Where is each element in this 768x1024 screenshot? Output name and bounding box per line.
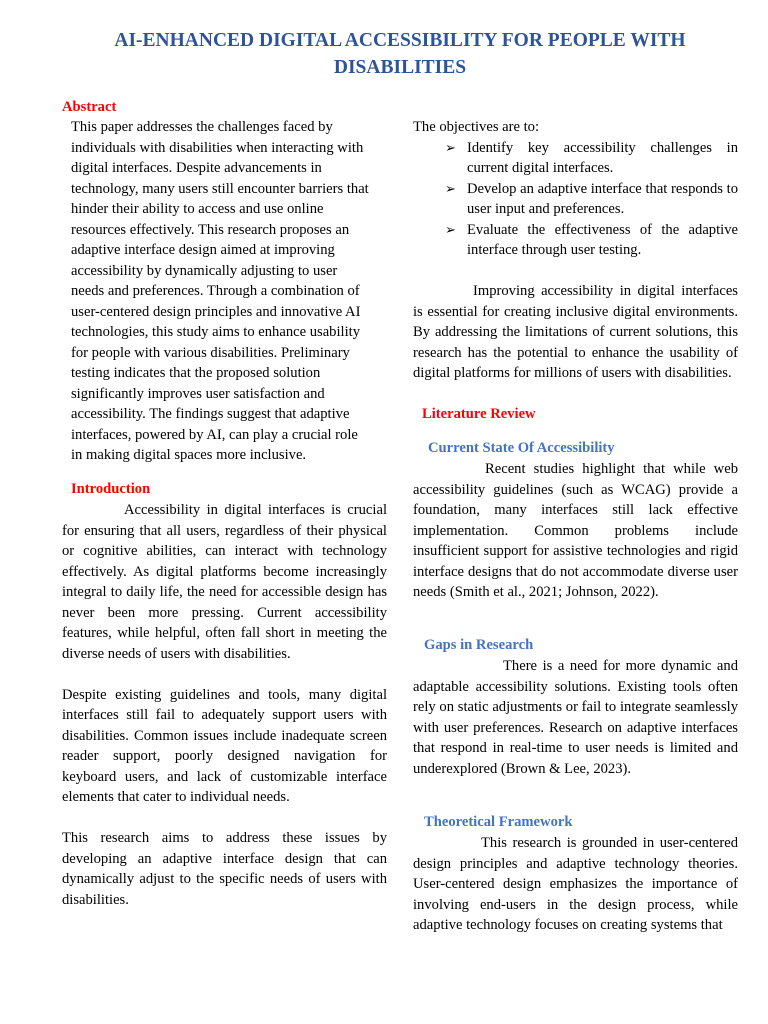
introduction-paragraph-1: Accessibility in digital interfaces is crucial for ensuring that all users, regardless of their physical or cognitive abilities, can interact with technology effectively. As digital platforms become increasingly integral to daily life, the need for accessible design has never been more pressing. Current accessibility features, while helpful, often fall short in meeting the diverse needs of users with disabilities. xyxy=(62,502,387,662)
abstract-heading-wrap xyxy=(62,97,387,118)
objective-text: Evaluate the effectiveness of the adaptive interface through user testing. xyxy=(467,221,738,258)
framework-heading: Theoretical Framework xyxy=(424,814,573,830)
current-state-section xyxy=(413,459,738,603)
gaps-section xyxy=(413,656,738,779)
arrow-bullet-icon: ➢ xyxy=(445,180,456,196)
current-state-text: Recent studies highlight that while web accessibility guidelines (such as WCAG) provide a foundation, many interfaces still lack effective implementation. Common problems include insufficient support for assistive technologies and rigid interface designs that do not accommodate diverse user needs (Smith et al., 2021; Johnson, 2022). xyxy=(413,461,738,600)
objective-text: Identify key accessibility challenges in current digital interfaces. xyxy=(467,139,738,176)
arrow-bullet-icon: ➢ xyxy=(445,139,456,155)
arrow-bullet-icon: ➢ xyxy=(445,221,456,237)
introduction-paragraph-3: This research aims to address these issues by developing an adaptive interface design that can dynamically adjust to the specific needs of users with disabilities. xyxy=(62,830,387,908)
abstract-text: This paper addresses the challenges faced by individuals with disabilities when interacting with digital interfaces. Despite advancements in technology, many users still encounter barriers that hinder their ability to access and use online resources effectively. This research proposes an adaptive interface design aimed at improving accessibility by dynamically adjusting to user needs and preferences. Through a combination of user-centered design principles and innovative AI technologies, this study aims to enhance usability for people with various disabilities. Preliminary testing indicates that the proposed solution significantly improves user satisfaction and accessibility. The findings suggest that adaptive interfaces, powered by AI, can play a crucial role in making digital spaces more inclusive. xyxy=(71,119,369,463)
objective-item xyxy=(413,179,738,220)
framework-text: This research is grounded in user-centered design principles and adaptive technology theories. User-centered design emphasizes the importance of involving end-users in the design process, while adaptive technology focuses on creating systems that xyxy=(413,835,738,933)
gaps-heading-wrap xyxy=(424,635,533,656)
objective-item xyxy=(413,220,738,261)
framework-heading-wrap xyxy=(424,812,572,833)
gaps-text: There is a need for more dynamic and adaptable accessibility solutions. Existing tools often rely on static adjustments or fail to integrate seamlessly with user preferences. Research on adaptive interfaces that respond in real-time to user needs is limited and underexplored (Brown & Lee, 2023). xyxy=(413,658,738,777)
paper-title: AI-ENHANCED DIGITAL ACCESSIBILITY FOR PEOPLE WITH DISABILITIES xyxy=(114,30,686,78)
objectives-closing: Improving accessibility in digital interfaces is essential for creating inclusive digital environments. By addressing the limitations of current solutions, this research has the potential to enhance the usability of digital platforms for millions of users with disabilities. xyxy=(413,283,738,381)
literature-review-heading: Literature Review xyxy=(422,406,536,422)
objectives-intro: The objectives are to: xyxy=(413,119,540,135)
gaps-heading: Gaps in Research xyxy=(424,637,534,653)
introduction-paragraph-2: Despite existing guidelines and tools, many digital interfaces still fail to adequately support users with disabilities. Common issues include inadequate screen reader support, poorly designed navigation for keyboard users, and lack of customizable interface elements that cater to individual needs. xyxy=(62,686,387,805)
introduction-heading: Introduction xyxy=(71,481,151,497)
objectives-list xyxy=(413,138,738,261)
objectives-section xyxy=(413,117,738,384)
literature-review-heading-wrap xyxy=(422,404,536,425)
objective-item xyxy=(413,138,738,179)
current-state-heading-wrap xyxy=(428,438,615,459)
abstract-section xyxy=(71,117,371,466)
objective-text: Develop an adaptive interface that responds to user input and preferences. xyxy=(467,180,738,217)
framework-section xyxy=(413,833,738,936)
introduction-heading-wrap xyxy=(71,479,371,500)
introduction-section xyxy=(62,500,387,910)
current-state-heading: Current State Of Accessibility xyxy=(428,440,615,456)
abstract-heading: Abstract xyxy=(62,99,117,115)
